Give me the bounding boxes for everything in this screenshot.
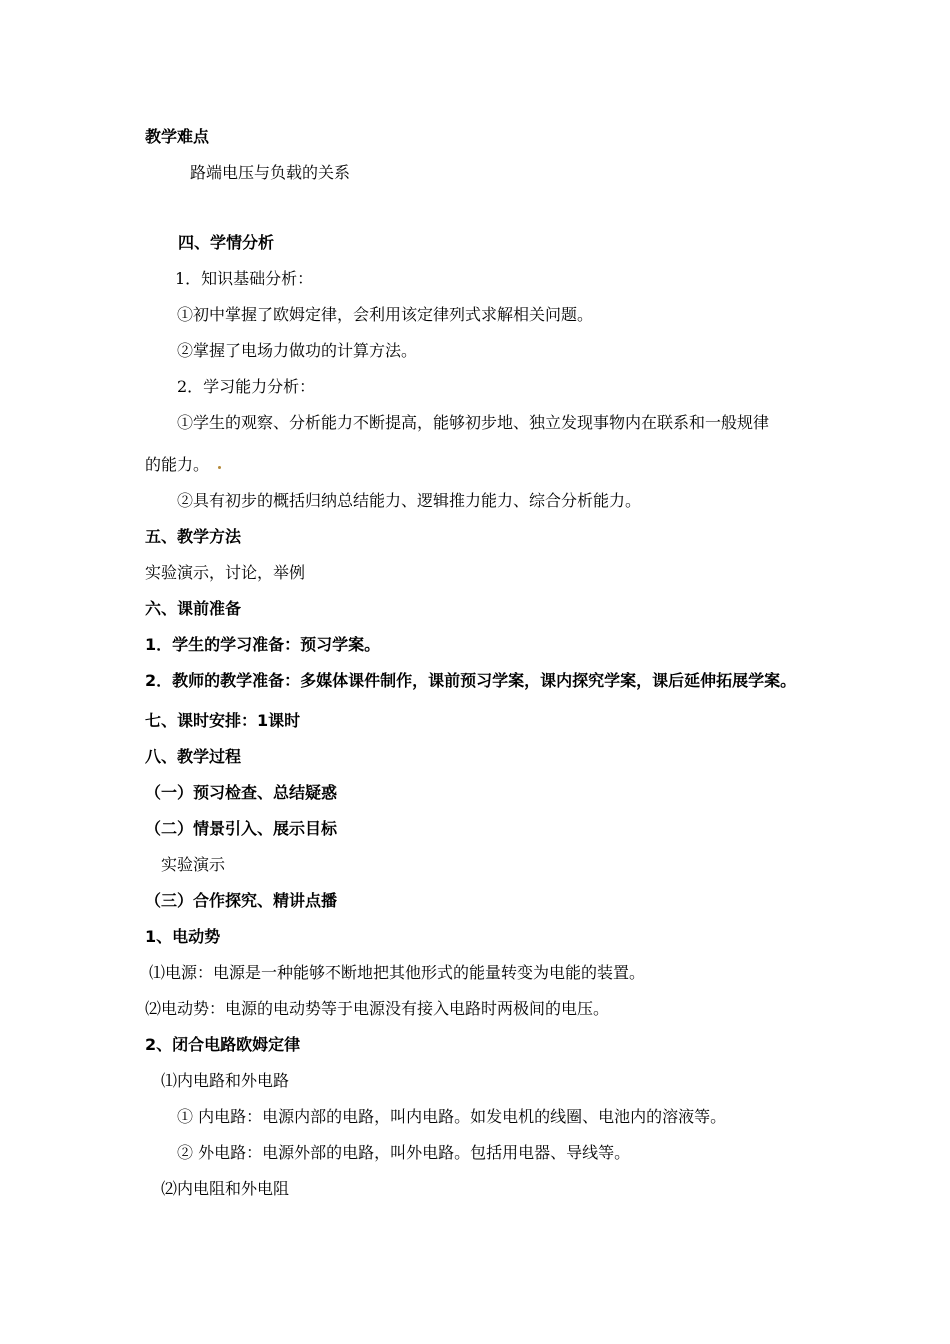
process-step-2: （二）情景引入、展示目标 xyxy=(145,819,338,838)
difficulty-text: 路端电压与负载的关系 xyxy=(190,163,351,182)
schedule-heading: 七、课时安排：1课时 xyxy=(145,711,301,730)
ohm-item-2: ⑵内电阻和外电阻 xyxy=(161,1179,290,1198)
ohm-item-1b: ② 外电路：电源外部的电路，叫外电路。包括用电器、导线等。 xyxy=(177,1143,631,1162)
analysis-item-2b: ②具有初步的概括归纳总结能力、逻辑推力能力、综合分析能力。 xyxy=(177,491,642,510)
analysis-item-1b: ②掌握了电场力做功的计算方法。 xyxy=(177,341,418,360)
analysis-heading: 四、学情分析 xyxy=(178,233,275,252)
emf-item-2: ⑵电动势：电源的电动势等于电源没有接入电路时两极间的电压。 xyxy=(145,999,610,1018)
ohm-item-1a: ① 内电路：电源内部的电路，叫内电路。如发电机的线圈、电池内的溶液等。 xyxy=(177,1107,727,1126)
prep-item-2: 2．教师的教学准备：多媒体课件制作，课前预习学案，课内探究学案，课后延伸拓展学案。 xyxy=(145,671,797,690)
process-step-2-text: 实验演示 xyxy=(161,855,226,874)
ohm-item-1: ⑴内电路和外电路 xyxy=(161,1071,290,1090)
process-step-1: （一）预习检查、总结疑惑 xyxy=(145,783,338,802)
method-heading: 五、教学方法 xyxy=(145,527,242,546)
process-heading: 八、教学过程 xyxy=(145,747,242,766)
method-text: 实验演示，讨论，举例 xyxy=(145,563,306,582)
emf-item-1: ⑴电源：电源是一种能够不断地把其他形式的能量转变为电能的装置。 xyxy=(149,963,646,982)
analysis-item-2: 2．学习能力分析： xyxy=(177,377,316,396)
difficulty-heading: 教学难点 xyxy=(145,127,210,146)
ohm-heading: 2、闭合电路欧姆定律 xyxy=(145,1035,301,1054)
prep-heading: 六、课前准备 xyxy=(145,599,242,618)
analysis-item-2a-line1: ①学生的观察、分析能力不断提高，能够初步地、独立发现事物内在联系和一般规律 xyxy=(177,413,770,432)
emf-heading: 1、电动势 xyxy=(145,927,221,946)
process-step-3: （三）合作探究、精讲点播 xyxy=(145,891,338,910)
analysis-item-2a-line2: 的能力。 xyxy=(145,455,210,474)
prep-item-1: 1．学生的学习准备：预习学案。 xyxy=(145,635,381,654)
analysis-item-1: 1．知识基础分析： xyxy=(175,269,314,288)
stray-dot-mark xyxy=(218,466,221,469)
analysis-item-1a: ①初中掌握了欧姆定律，会利用该定律列式求解相关问题。 xyxy=(177,305,594,324)
